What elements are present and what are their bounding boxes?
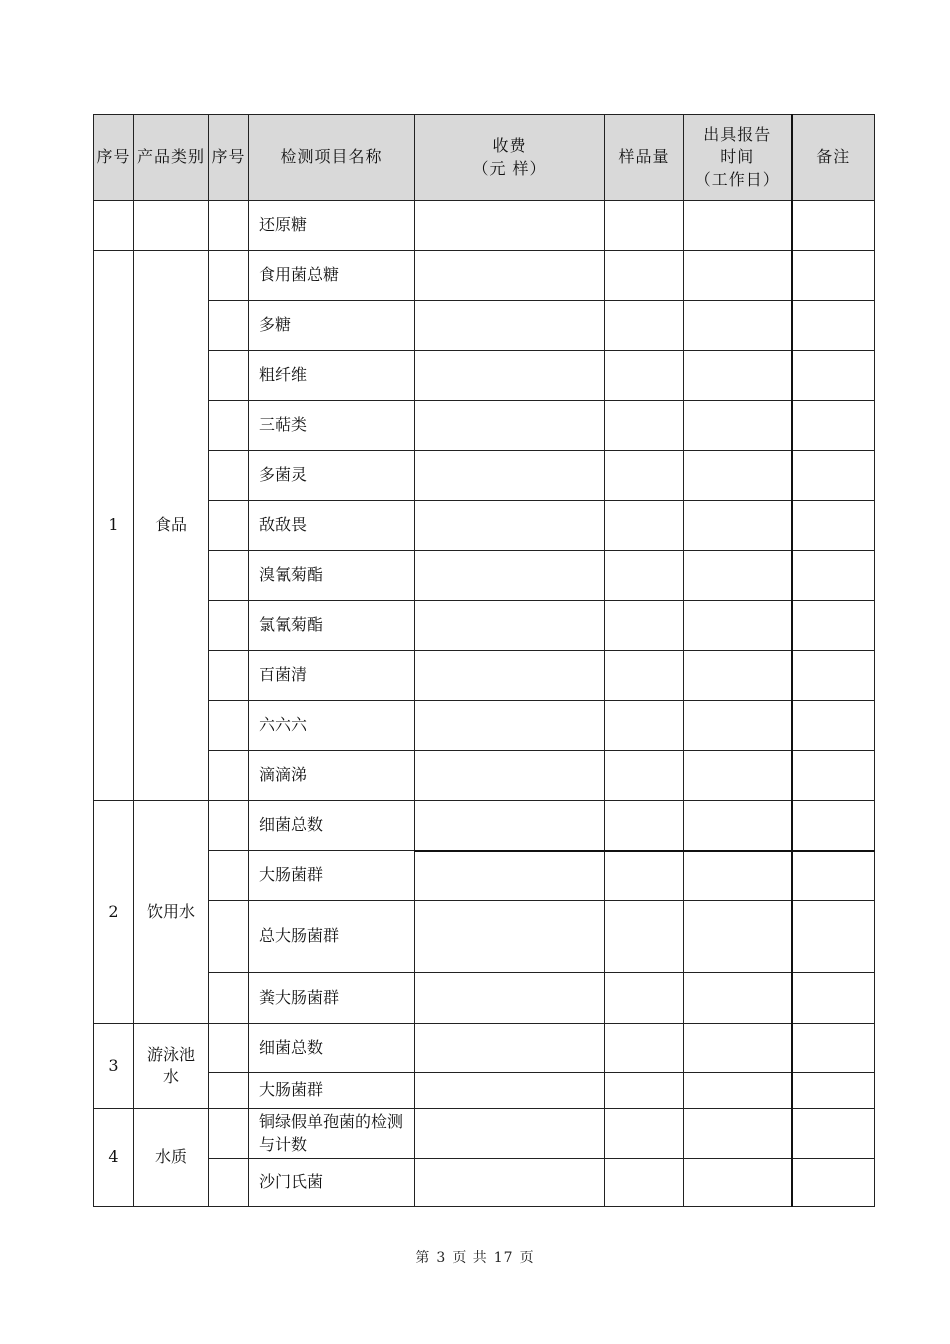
cell-item: 三萜类 [249, 401, 415, 451]
cell-sample-qty [605, 973, 684, 1024]
cell-sample-qty [605, 551, 684, 601]
cell-sub-no [209, 701, 249, 751]
current-page-number: 3 [436, 1250, 447, 1266]
cell-item: 粗纤维 [249, 351, 415, 401]
cell-fee [415, 1073, 605, 1109]
cell-item: 溴氰菊酯 [249, 551, 415, 601]
cell-fee [415, 1109, 605, 1159]
cell-sample-qty [605, 251, 684, 301]
cell-sample-qty [605, 751, 684, 801]
total-page-count: 17 [493, 1250, 514, 1266]
cell-remark [792, 751, 875, 801]
cell-item: 敌敌畏 [249, 501, 415, 551]
cell-report-time [684, 801, 792, 851]
cell-item: 大肠菌群 [249, 851, 415, 901]
group-no: 1 [94, 251, 134, 801]
table-row [94, 1073, 875, 1109]
cell-item: 还原糖 [249, 201, 415, 251]
cell-sub-no [209, 551, 249, 601]
table-row [94, 851, 875, 901]
cell-item: 食用菌总糖 [249, 251, 415, 301]
cell-item: 滴滴涕 [249, 751, 415, 801]
cell-fee [415, 651, 605, 701]
table-row [94, 1024, 875, 1073]
cell-report-time [684, 601, 792, 651]
group-category: 游泳池水 [134, 1024, 209, 1109]
cell-sample-qty [605, 651, 684, 701]
cell-item: 多糖 [249, 301, 415, 351]
cell-sub-no [209, 251, 249, 301]
cell-report-time [684, 901, 792, 973]
cell-report-time [684, 501, 792, 551]
cell-fee [415, 973, 605, 1024]
cell-fee [415, 801, 605, 851]
cell-report-time [684, 1159, 792, 1207]
cell-item: 粪大肠菌群 [249, 973, 415, 1024]
cell-report-time [684, 451, 792, 501]
cell-sample-qty [605, 301, 684, 351]
cell-item: 细菌总数 [249, 1024, 415, 1073]
cell-fee [415, 201, 605, 251]
table-row [94, 351, 875, 401]
cell-fee [415, 751, 605, 801]
cell-report-time [684, 551, 792, 601]
group-no: 3 [94, 1024, 134, 1109]
group-no: 2 [94, 801, 134, 1024]
cell-sub-no [209, 751, 249, 801]
cell-remark [792, 401, 875, 451]
header-category: 产品类别 [134, 115, 209, 201]
cell-sub-no [209, 601, 249, 651]
table-row [94, 651, 875, 701]
table-row [94, 1109, 875, 1159]
cell-fee [415, 851, 605, 901]
cell-remark [792, 851, 875, 901]
table-row [94, 251, 875, 301]
cell-item: 多菌灵 [249, 451, 415, 501]
cell-sub-no [209, 301, 249, 351]
cell-report-time [684, 301, 792, 351]
table-row [94, 973, 875, 1024]
cell-sample-qty [605, 901, 684, 973]
cell-sub-no [209, 801, 249, 851]
table-row [94, 701, 875, 751]
cell-remark [792, 551, 875, 601]
cell-remark [792, 501, 875, 551]
cell-sub-no [209, 1159, 249, 1207]
cell-sample-qty [605, 1024, 684, 1073]
cell-remark [792, 801, 875, 851]
header-fee: 收费 （元 样） [415, 115, 605, 201]
cell-report-time [684, 201, 792, 251]
cell-remark [792, 251, 875, 301]
group-category: 饮用水 [134, 801, 209, 1024]
cell-report-time [684, 251, 792, 301]
cell-item: 百菌清 [249, 651, 415, 701]
cell-remark [792, 301, 875, 351]
cell-item: 总大肠菌群 [249, 901, 415, 973]
cell-sub-no [209, 351, 249, 401]
cell-no [94, 201, 134, 251]
cell-fee [415, 301, 605, 351]
cell-sample-qty [605, 701, 684, 751]
cell-sub-no [209, 1024, 249, 1073]
cell-report-time [684, 751, 792, 801]
header-sample-qty: 样品量 [605, 115, 684, 201]
table-row [94, 201, 875, 251]
table-row [94, 551, 875, 601]
header-item-name: 检测项目名称 [249, 115, 415, 201]
cell-fee [415, 1024, 605, 1073]
table-row [94, 601, 875, 651]
cell-sub-no [209, 1109, 249, 1159]
cell-report-time [684, 973, 792, 1024]
cell-item: 大肠菌群 [249, 1073, 415, 1109]
cell-sub-no [209, 1073, 249, 1109]
cell-sub-no [209, 973, 249, 1024]
inspection-fee-table [93, 114, 875, 1207]
cell-report-time [684, 701, 792, 751]
cell-report-time [684, 851, 792, 901]
cell-remark [792, 451, 875, 501]
cell-report-time [684, 351, 792, 401]
cell-sample-qty [605, 851, 684, 901]
cell-item: 六六六 [249, 701, 415, 751]
cell-fee [415, 551, 605, 601]
cell-remark [792, 973, 875, 1024]
cell-sample-qty [605, 801, 684, 851]
cell-sample-qty [605, 1073, 684, 1109]
cell-sub-no [209, 201, 249, 251]
cell-report-time [684, 401, 792, 451]
table-row [94, 451, 875, 501]
cell-sample-qty [605, 601, 684, 651]
cell-category [134, 201, 209, 251]
cell-remark [792, 701, 875, 751]
cell-sub-no [209, 451, 249, 501]
cell-sample-qty [605, 1109, 684, 1159]
cell-report-time [684, 1109, 792, 1159]
page-footer: 第 3 页 共 17 页 [415, 1250, 535, 1266]
cell-item: 细菌总数 [249, 801, 415, 851]
cell-fee [415, 351, 605, 401]
cell-sample-qty [605, 201, 684, 251]
cell-sample-qty [605, 1159, 684, 1207]
cell-fee [415, 601, 605, 651]
table-row [94, 401, 875, 451]
cell-report-time [684, 1073, 792, 1109]
cell-item: 铜绿假单孢菌的检测与计数 [249, 1109, 415, 1159]
cell-remark [792, 351, 875, 401]
cell-remark [792, 601, 875, 651]
cell-fee [415, 401, 605, 451]
table-row [94, 801, 875, 851]
group-category: 水质 [134, 1109, 209, 1207]
cell-fee [415, 451, 605, 501]
cell-sub-no [209, 501, 249, 551]
cell-fee [415, 701, 605, 751]
cell-report-time [684, 1024, 792, 1073]
header-sub-no: 序号 [209, 115, 249, 201]
table-row [94, 501, 875, 551]
cell-sub-no [209, 651, 249, 701]
group-no: 4 [94, 1109, 134, 1207]
table-row [94, 301, 875, 351]
table-row [94, 901, 875, 973]
group-category: 食品 [134, 251, 209, 801]
cell-fee [415, 901, 605, 973]
cell-sample-qty [605, 351, 684, 401]
cell-fee [415, 501, 605, 551]
cell-remark [792, 1024, 875, 1073]
cell-item: 氯氰菊酯 [249, 601, 415, 651]
header-no: 序号 [94, 115, 134, 201]
cell-remark [792, 1109, 875, 1159]
table-header-row [94, 115, 875, 201]
cell-item: 沙门氏菌 [249, 1159, 415, 1207]
cell-sub-no [209, 401, 249, 451]
header-report-time: 出具报告 时间 （工作日） [684, 115, 792, 201]
cell-report-time [684, 651, 792, 701]
cell-remark [792, 651, 875, 701]
cell-remark [792, 1073, 875, 1109]
table-row [94, 751, 875, 801]
cell-sample-qty [605, 501, 684, 551]
cell-sample-qty [605, 451, 684, 501]
cell-sample-qty [605, 401, 684, 451]
cell-remark [792, 901, 875, 973]
cell-sub-no [209, 851, 249, 901]
table-row [94, 1159, 875, 1207]
cell-remark [792, 201, 875, 251]
cell-remark [792, 1159, 875, 1207]
cell-sub-no [209, 901, 249, 973]
header-remark: 备注 [792, 115, 875, 201]
cell-fee [415, 1159, 605, 1207]
cell-fee [415, 251, 605, 301]
